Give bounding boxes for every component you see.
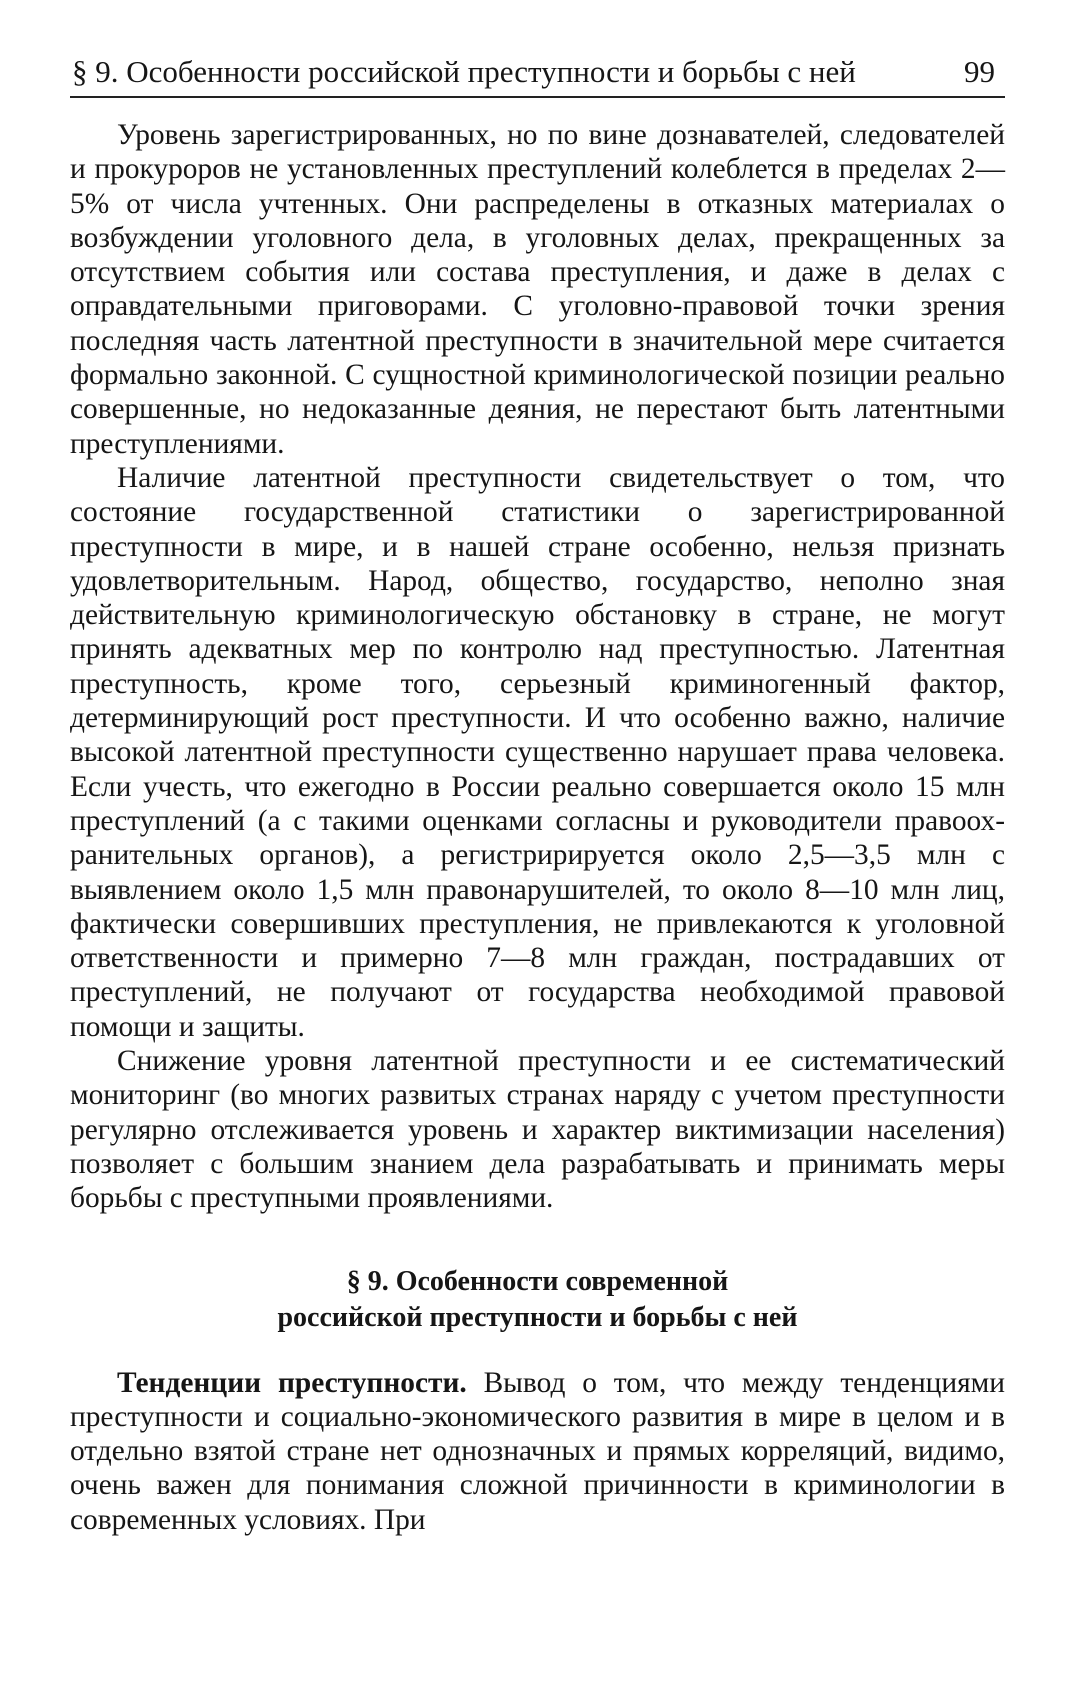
paragraph-latent-consequences: Наличие латентной преступности свидетельствует о том, что состояние государственной статистики о зарегистрированной преступности в мире, и в нашей стране особенно, нельзя признать удовлетворительным. Народ, общество, государство, неполно зная действительную криминологическую обстановку в стране, не могут принять адекватных мер по контролю над преступностью. Латентная преступность, кроме того, серьезный криминогенный фактор, детерминирующий рост преступности. И что особенно важно, наличие высокой латентной преступности существенно нарушает права человека. Если учесть, что ежегодно в России реально совершается около 15 млн преступлений (а с такими оценками согласны и руководители правоохранительных органов), а регистририруется около 2,5—3,5 млн с выявлением около 1,5 млн правонарушителей, то около 8—10 млн лиц, фактически совершивших преступления, не привлекаются к уголовной ответственности и примерно 7—8 млн граждан, пострадавших от преступлений, не получают от государства необходимой правовой помощи и защиты.	[70, 461, 1005, 1043]
running-head-title: § 9. Особенности российской преступности и борьбы с ней	[72, 54, 856, 89]
paragraph-latent-level: Уровень зарегистрированных, но по вине дознавателей, следователей и прокуроров не установленных преступлений колеблется в пределах 2—5% от числа учтенных. Они распределены в отказных материалах о возбуждении уголовного дела, в уголовных делах, прекращенных за отсутствием события или состава преступления, и даже в делах с оправдательными приговорами. С уголовно-правовой точки зрения последняя часть латентной преступности в значительной мере считается формально законной. С сущностной криминологической позиции реально совершенные, но недоказанные деяния, не перестают быть латентными преступлениями.	[70, 119, 1005, 460]
section-heading-line-2: российской преступности и борьбы с ней	[277, 1301, 798, 1333]
book-page	[70, 52, 1005, 1537]
section-heading	[70, 1264, 1005, 1336]
page-number: 99	[964, 54, 995, 89]
body-text	[70, 118, 1005, 1537]
run-in-heading: Тенденции преступности.	[117, 1366, 467, 1399]
paragraph-crime-trends-text: Вывод о том, что между тенденциями преступности и социально-экономического развития в мире в целом и в отдельно взятой стране нет однозначных и прямых корреляций, видимо, очень важен для понимания сложной причинности в криминологии в современных условиях. При	[70, 1366, 1005, 1536]
paragraph-crime-trends	[70, 1366, 1005, 1537]
paragraph-latent-reduction: Снижение уровня латентной преступности и ее систематический мониторинг (во многих развитых странах наряду с учетом преступности регулярно отслеживается уровень и характер виктимизации населения) позволяет с большим знанием дела разрабатывать и принимать меры борьбы с преступными проявлениями.	[70, 1045, 1005, 1215]
running-head	[70, 52, 1005, 98]
section-heading-line-1: § 9. Особенности современной	[346, 1265, 729, 1297]
